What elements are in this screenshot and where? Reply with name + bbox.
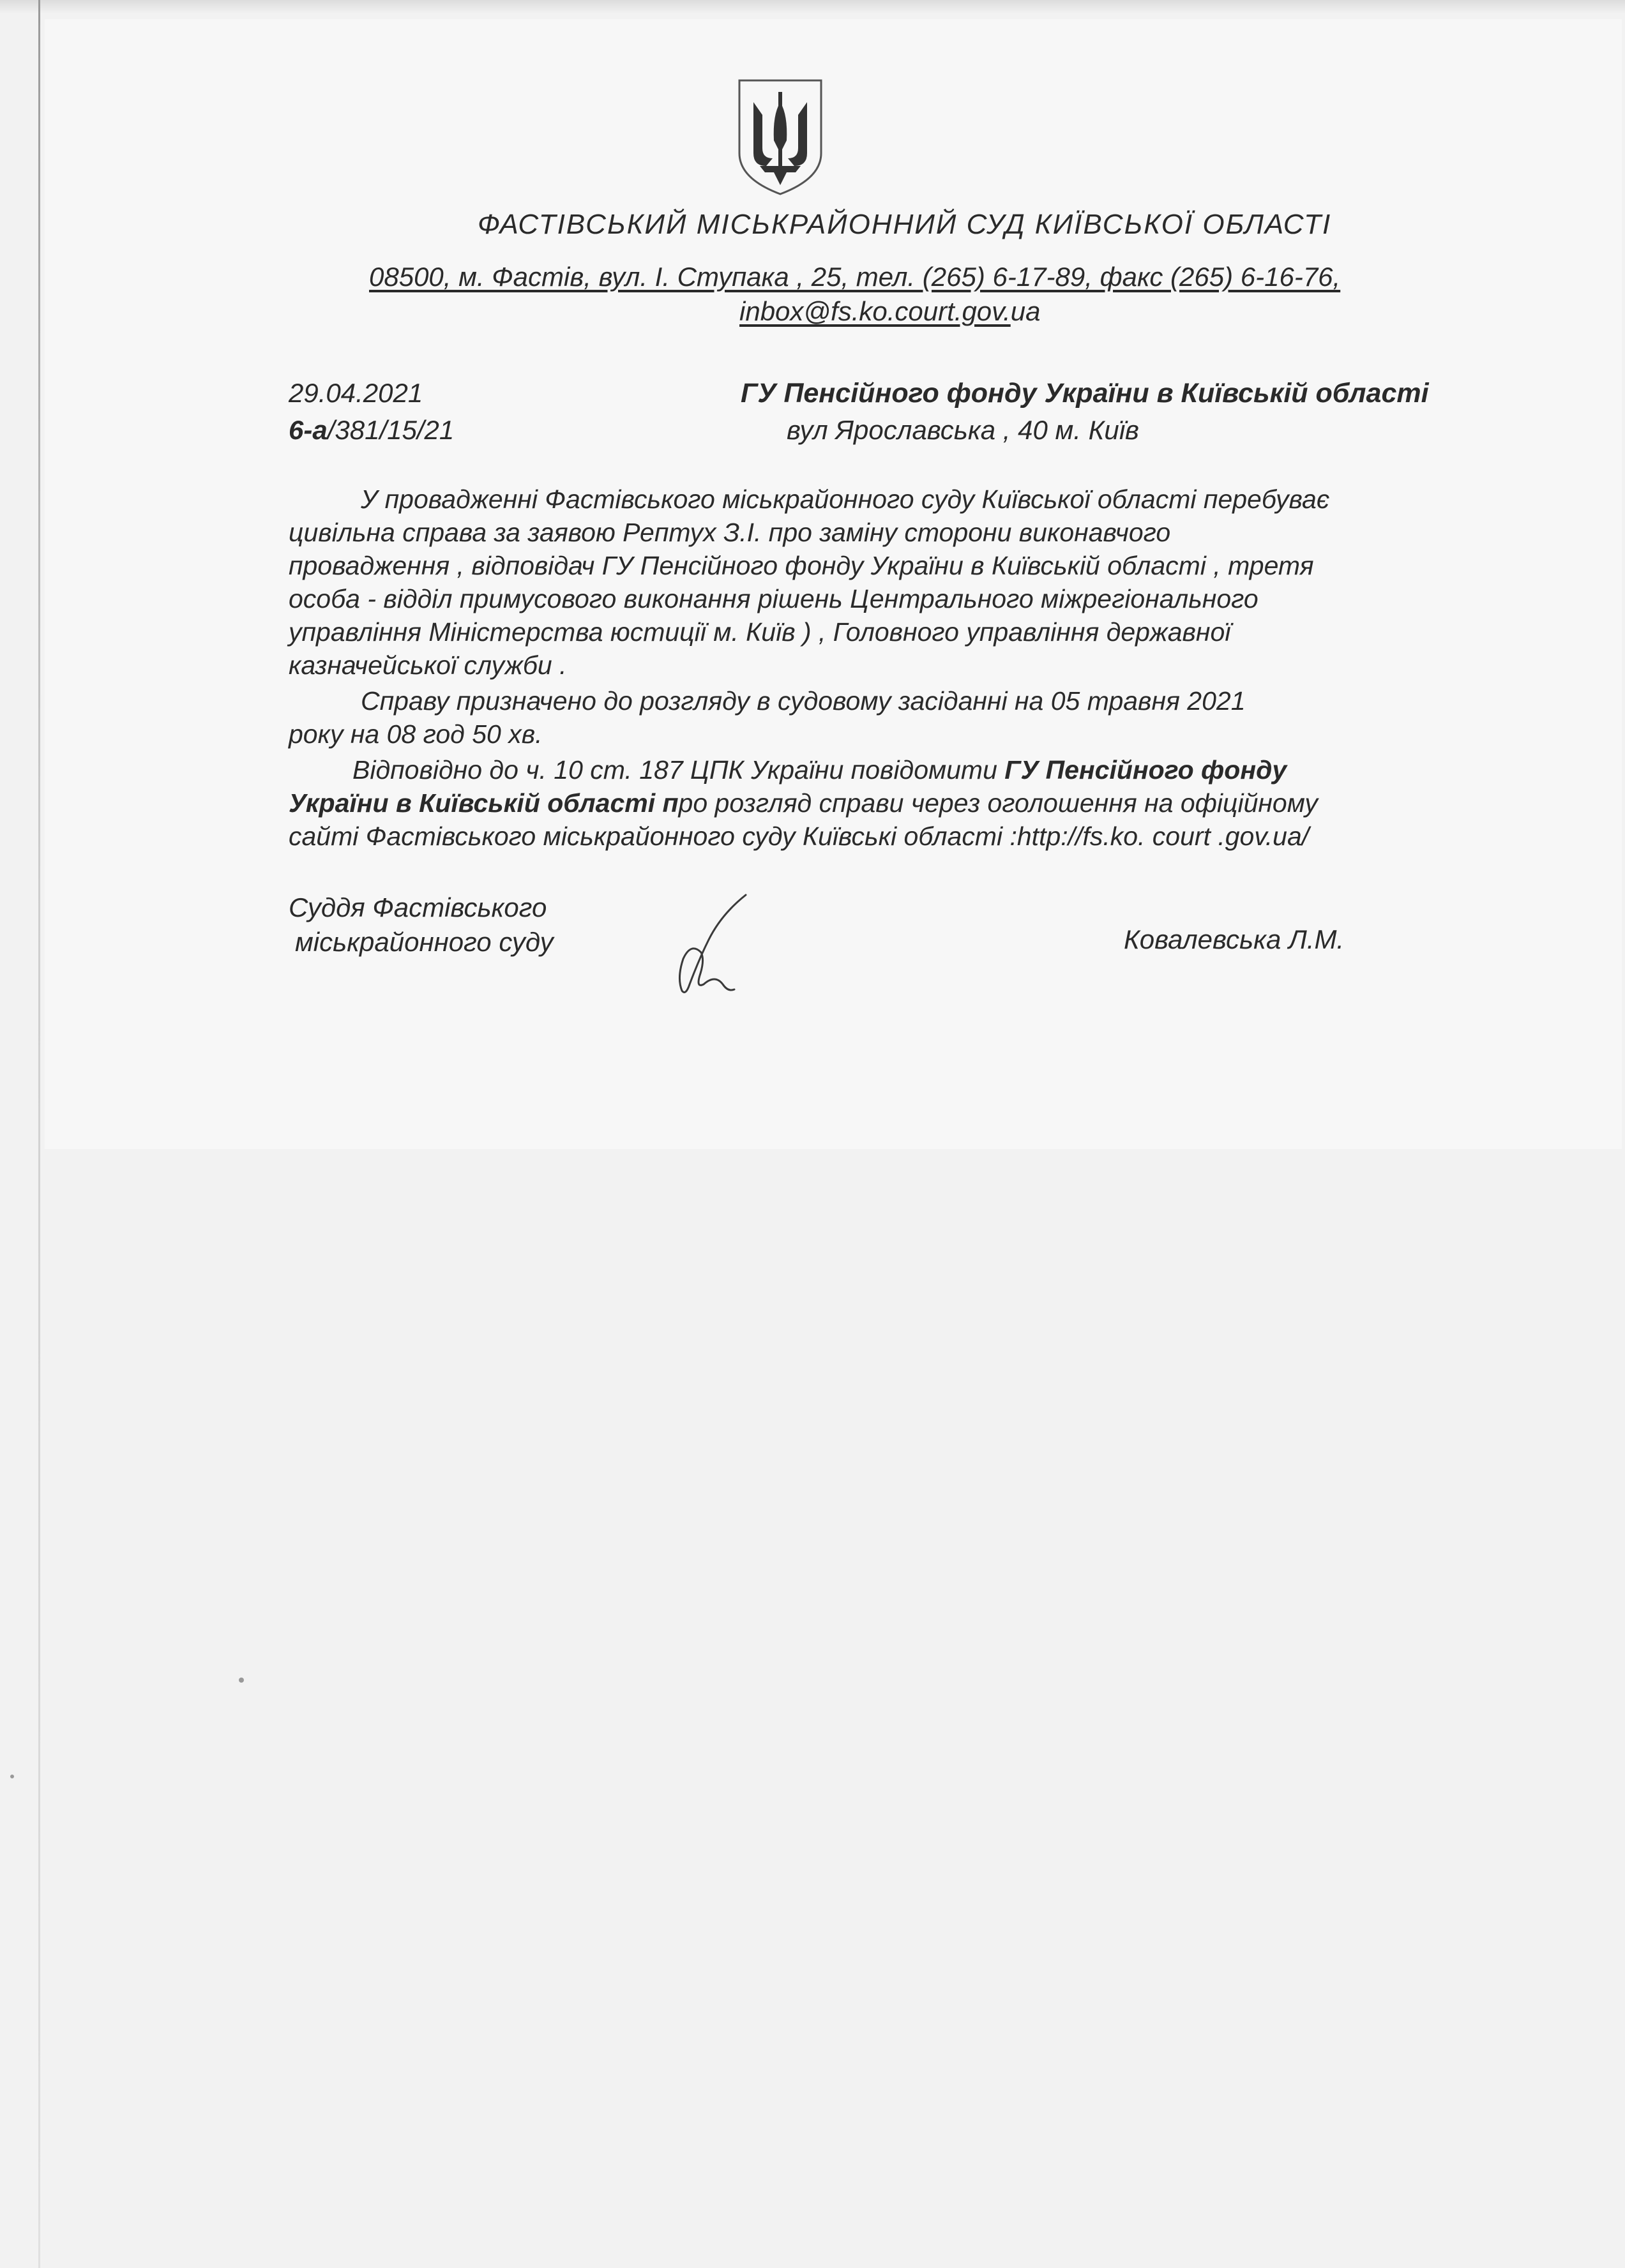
case-reference-bold: 6-а xyxy=(289,415,328,445)
body-line-3: провадження , відповідач ГУ Пенсійного фонду України в Київській області , третя xyxy=(289,551,1314,580)
case-reference xyxy=(289,414,454,447)
signer-position-line-1: Суддя Фастівського xyxy=(289,892,547,922)
scan-top-edge xyxy=(0,0,1625,14)
document-date: 29.04.2021 xyxy=(289,378,423,408)
signer-position-line-2: міськрайонного суду xyxy=(295,927,554,957)
scan-left-edge xyxy=(38,0,40,2268)
case-reference-rest: /381/15/21 xyxy=(327,415,455,445)
scan-speck xyxy=(10,1775,14,1778)
body-line-10 xyxy=(289,786,1318,820)
scan-speck xyxy=(239,1678,244,1683)
body-line-1: У провадженні Фастівського міськрайонного суду Київської області перебуває xyxy=(361,484,1330,514)
body-line-2: цивільна справа за заявою Рептух З.І. про заміну сторони виконавчого xyxy=(289,518,1171,547)
coat-of-arms-icon xyxy=(734,77,826,198)
addressee-name: ГУ Пенсійного фонду України в Київській області xyxy=(741,378,1429,409)
body-line-4: особа - відділ примусового виконання рішень Центрального міжрегіонального xyxy=(289,584,1258,613)
body-line-9-bold: ГУ Пенсійного фонду xyxy=(1004,755,1287,785)
body-line-10-rest: ро розгляд справи через оголошення на офіційному xyxy=(678,788,1318,818)
handwritten-signature xyxy=(664,889,753,1003)
court-name: ФАСТІВСЬКИЙ МІСЬКРАЙОННИЙ СУД КИЇВСЬКОЇ ОБЛАСТІ xyxy=(478,209,1332,240)
body-line-9 xyxy=(352,753,1287,786)
court-address: 08500, м. Фастів, вул. І. Ступака , 25, тел. (265) 6-17-89, факс (265) 6-16-76, xyxy=(369,262,1341,292)
body-line-10-bold: України в Київській області п xyxy=(289,788,679,818)
judge-name: Ковалевська Л.М. xyxy=(1124,924,1345,954)
addressee-street: вул Ярославська , 40 м. Київ xyxy=(787,415,1139,445)
body-line-5: управління Міністерства юстиції м. Київ ) , Головного управління державної xyxy=(289,617,1231,647)
body-line-6: казначейської служби . xyxy=(289,650,567,680)
court-email-tail: ua xyxy=(1010,296,1041,326)
body-line-9-start: Відповідно до ч. 10 ст. 187 ЦПК України повідомити xyxy=(352,755,1005,785)
body-line-11: сайті Фастівського міськрайонного суду Київські області :http://fs.ko. court .gov.ua/ xyxy=(289,822,1310,851)
court-email-underlined: inbox@fs.ko.court.gov. xyxy=(739,296,1011,326)
body-line-7: Справу призначено до розгляду в судовому засіданні на 05 травня 2021 xyxy=(361,686,1246,716)
court-email xyxy=(739,295,1040,328)
body-line-8: року на 08 год 50 хв. xyxy=(289,719,543,749)
